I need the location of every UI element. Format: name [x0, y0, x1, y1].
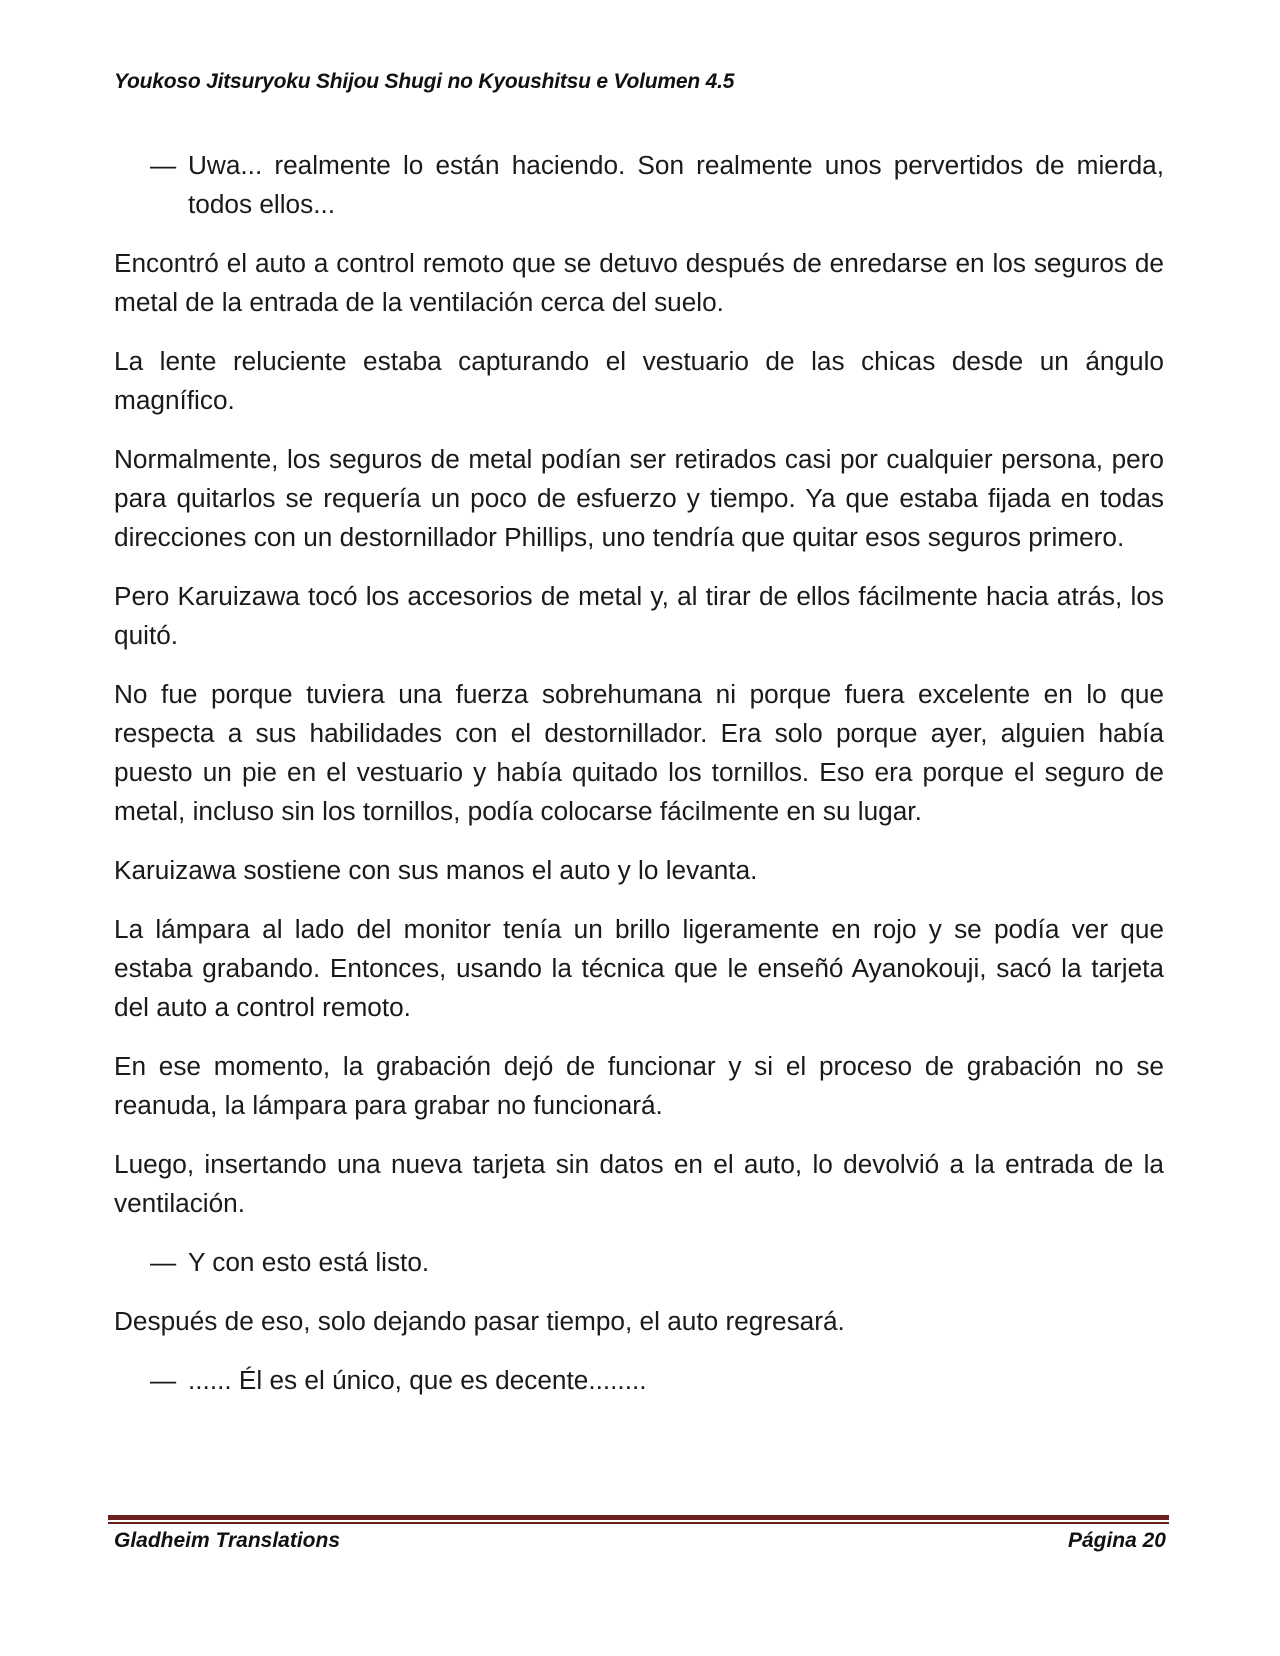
footer-rule-thick [108, 1515, 1169, 1520]
paragraph: Después de eso, solo dejando pasar tiempo, el auto regresará. [114, 1306, 845, 1336]
dialogue-text: Uwa... realmente lo están haciendo. Son realmente unos pervertidos de mierda, todos ellos... [188, 150, 1164, 219]
paragraph: Pero Karuizawa tocó los accesorios de metal y, al tirar de ellos fácilmente hacia atrás, los quitó. [114, 581, 1164, 650]
paragraph: No fue porque tuviera una fuerza sobrehumana ni porque fuera excelente en lo que respecta a sus habilidades con el destornillador. Era solo porque ayer, alguien había puesto un pie en el vestuario y había quitado los tornillos. Eso era porque el seguro de metal, incluso sin los tornillos, podía colocarse fácilmente en su lugar. [114, 679, 1164, 826]
footer-credit: Gladheim Translations [114, 1529, 341, 1552]
paragraph: Normalmente, los seguros de metal podían ser retirados casi por cualquier persona, pero para quitarlos se requería un poco de esfuerzo y tiempo. Ya que estaba fijada en todas direcciones con un destornillador Phillips, uno tendría que quitar esos seguros primero. [114, 444, 1164, 552]
dialogue-line [150, 1243, 1164, 1282]
dialogue-text: ...... Él es el único, que es decente........ [188, 1365, 647, 1395]
paragraph: En ese momento, la grabación dejó de funcionar y si el proceso de grabación no se reanuda, la lámpara para grabar no funcionará. [114, 1051, 1164, 1120]
dialogue-text: Y con esto está listo. [188, 1247, 430, 1277]
dialogue-line [150, 1361, 1164, 1400]
paragraph: Karuizawa sostiene con sus manos el auto y lo levanta. [114, 855, 758, 885]
paragraph: La lente reluciente estaba capturando el vestuario de las chicas desde un ángulo magnífico. [114, 346, 1164, 415]
page-number: Página 20 [1067, 1529, 1166, 1552]
paragraph: La lámpara al lado del monitor tenía un brillo ligeramente en rojo y se podía ver que estaba grabando. Entonces, usando la técnica que le enseñó Ayanokouji, sacó la tarjeta del auto a control remoto. [114, 914, 1164, 1022]
dialogue-dash: — [150, 1365, 177, 1395]
paragraph: Luego, insertando una nueva tarjeta sin datos en el auto, lo devolvió a la entrada de la ventilación. [114, 1149, 1164, 1218]
dialogue-dash: — [150, 1247, 177, 1277]
header-title: Youkoso Jitsuryoku Shijou Shugi no Kyoushitsu e Volumen 4.5 [114, 70, 735, 93]
page-content [114, 146, 1164, 1420]
paragraph: Encontró el auto a control remoto que se detuvo después de enredarse en los seguros de metal de la entrada de la ventilación cerca del suelo. [114, 248, 1164, 317]
footer-rule-thin [108, 1522, 1169, 1524]
dialogue-dash: — [150, 150, 177, 180]
dialogue-line [150, 146, 1164, 224]
